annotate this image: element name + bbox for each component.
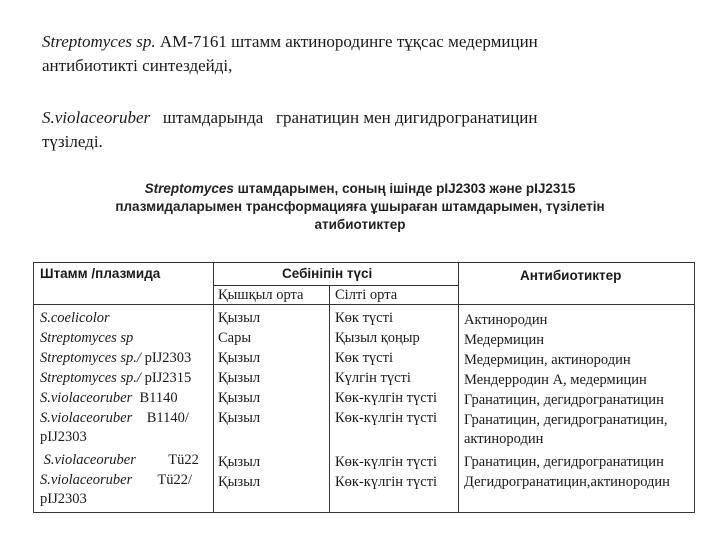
alkaline-cell: Көк-күлгін түсті	[335, 410, 438, 426]
genus-name: Streptomyces	[144, 181, 234, 196]
species-name: S.violaceoruber	[42, 108, 151, 127]
acid-cell: Қызыл	[218, 350, 261, 366]
header-color: Себініпін түсі	[282, 266, 373, 281]
alkaline-cell: Көк-күлгін түсті	[335, 474, 438, 490]
caption-line: плазмидаларымен трансформацияға ұшыраған штамдарымен, түзілетін	[115, 199, 605, 214]
table-col-divider	[458, 262, 459, 513]
acid-cell: Сары	[218, 330, 252, 346]
header-strain: Штамм /плазмида	[40, 266, 161, 281]
caption-line	[80, 180, 640, 198]
paragraph-violaceoruber	[42, 106, 538, 154]
plasmid-name: pIJ2315	[140, 370, 192, 386]
species-name: Streptomyces sp.	[42, 32, 156, 51]
acid-cell: Қызыл	[218, 410, 261, 426]
strain-cell	[40, 328, 133, 348]
caption-line: атибиотиктер	[314, 217, 406, 232]
strain-species: S.violaceoruber	[40, 452, 136, 468]
strain-code: Tü22	[135, 452, 199, 468]
table-border-right	[694, 262, 695, 513]
strain-cell	[40, 450, 199, 470]
plasmid-name: pIJ2303	[140, 350, 192, 366]
strain-cell	[40, 388, 178, 408]
alkaline-cell: Көк-күлгін түсті	[335, 454, 438, 470]
paragraph-line	[42, 106, 538, 130]
antibiotic-cell: Медермицин, актинородин	[464, 352, 631, 368]
alkaline-cell: Көк-күлгін түсті	[335, 390, 438, 406]
strain-cell	[40, 348, 191, 368]
table-col-divider	[329, 286, 330, 513]
acid-cell: Қызыл	[218, 454, 261, 470]
acid-cell: Қызыл	[218, 310, 261, 326]
strain-code: B1140	[132, 390, 178, 406]
strain-code: Tü22/	[132, 472, 192, 488]
antibiotic-cell: Мендерродин А, медермицин	[464, 372, 647, 388]
strain-cell	[40, 470, 192, 490]
antibiotic-cell: Гранатицин, дегидрогранатицин	[464, 392, 664, 408]
strain-cell-line2: pIJ2303	[40, 429, 87, 445]
strain-cell	[40, 368, 191, 388]
acid-cell: Қызыл	[218, 390, 261, 406]
paragraph-line: түзіледі.	[42, 132, 103, 151]
antibiotic-cell: Гранатицин, дегидрогранатицин	[464, 454, 664, 470]
acid-cell: Қызыл	[218, 370, 261, 386]
strain-code: B1140/	[132, 410, 189, 426]
paragraph-line: антибиотикті синтездейді,	[42, 56, 233, 75]
strain-species: S.violaceoruber	[40, 472, 133, 488]
header-acid: Қышқыл орта	[218, 287, 304, 303]
table-border-left	[33, 262, 34, 513]
strain-species: S.violaceoruber	[40, 390, 133, 406]
alkaline-cell: Көк түсті	[335, 310, 393, 326]
paragraph-streptomyces	[42, 30, 538, 78]
antibiotic-cell: Актинородин	[464, 312, 548, 328]
table-caption	[80, 180, 640, 234]
table-border-bottom	[33, 512, 695, 513]
paragraph-text: штамдарында гранатицин мен дигидрогранатицин	[150, 108, 538, 127]
strain-species: Streptomyces sp	[40, 330, 134, 346]
alkaline-cell: Қызыл қоңыр	[335, 330, 420, 346]
antibiotic-cell: Гранатицин, дегидрогранатицин,	[464, 412, 668, 428]
paragraph-text: АМ-7161 штамм актинородинге тұқсас медермицин	[155, 32, 538, 51]
antibiotic-cell: Медермицин	[464, 332, 545, 348]
strain-species: Streptomyces sp./	[40, 370, 141, 386]
paragraph-line	[42, 30, 538, 54]
table-col-divider	[213, 262, 214, 513]
strain-cell	[40, 408, 189, 428]
alkaline-cell: Күлгін түсті	[335, 370, 411, 386]
acid-cell: Қызыл	[218, 474, 261, 490]
header-alkaline: Сілті орта	[335, 287, 398, 303]
strain-species: Streptomyces sp./	[40, 350, 141, 366]
antibiotic-cell-line2: актинородин	[464, 431, 544, 447]
antibiotic-cell: Дегидрогранатицин,актинородин	[464, 474, 670, 490]
header-antibiotics: Антибиотиктер	[520, 268, 622, 283]
strain-cell-line2: pIJ2303	[40, 491, 87, 507]
alkaline-cell: Көк түсті	[335, 350, 393, 366]
strain-cell	[40, 308, 110, 328]
table-border-top	[33, 262, 695, 263]
caption-text: штамдарымен, соның ішінде pIJ2303 және pIJ2315	[233, 181, 576, 196]
strain-species: S.violaceoruber	[40, 410, 133, 426]
strain-species: S.coelicolor	[40, 310, 110, 326]
